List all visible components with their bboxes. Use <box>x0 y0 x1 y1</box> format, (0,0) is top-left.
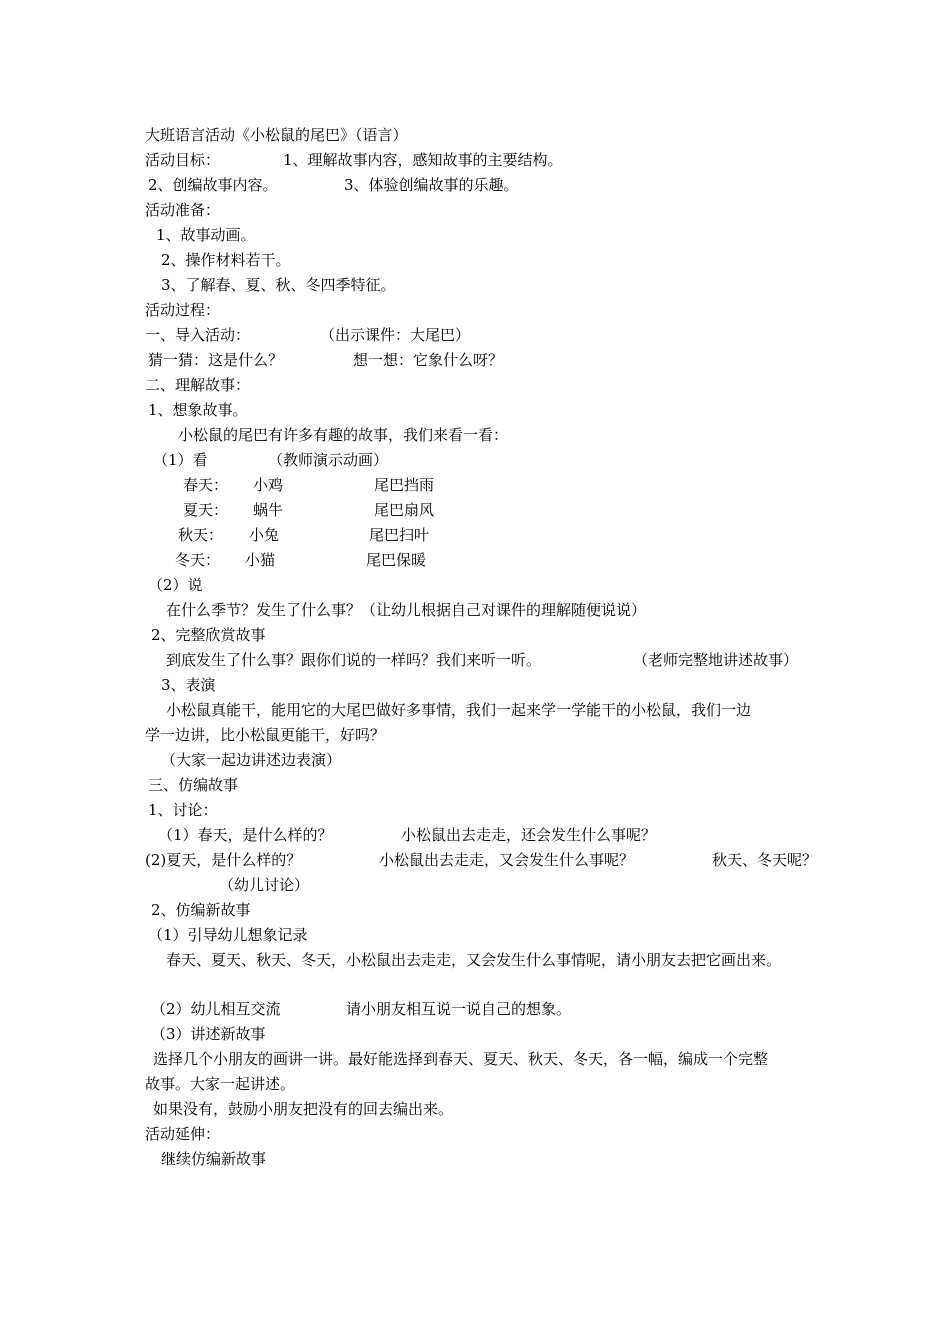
season-animal: 小猫 <box>245 551 276 569</box>
season-tail-use: 尾巴保暖 <box>366 551 427 569</box>
process-label: 活动过程： <box>145 301 221 319</box>
section-3-item-2: 2、仿编新故事 <box>151 901 251 919</box>
section-3-item-2-3-text-2: 故事。大家一起讲述。 <box>145 1075 296 1093</box>
section-3-title: 三、仿编故事 <box>148 776 239 794</box>
section-2-item-3: 3、表演 <box>161 676 216 694</box>
section-3-item-2-2: （2）幼儿相互交流 <box>151 1000 281 1018</box>
section-2-title: 二、理解故事： <box>145 376 251 394</box>
section-3-item-2-3-text-3: 如果没有，鼓励小朋友把没有的回去编出来。 <box>153 1100 454 1118</box>
season-label: 春天： <box>183 476 229 494</box>
section-2-look: （1）看 <box>153 451 208 469</box>
goal-3: 3、体验创编故事的乐趣。 <box>344 176 519 194</box>
season-label: 夏天： <box>183 501 229 519</box>
section-2-item-3-text-2: 学一边讲，比小松鼠更能干，好吗？ <box>145 726 386 744</box>
prep-label: 活动准备： <box>145 201 221 219</box>
goal-2: 2、创编故事内容。 <box>148 176 278 194</box>
section-3-item-2-1-text: 春天、夏天、秋天、冬天，小松鼠出去走走，又会发生什么事情呢，请小朋友去把它画出来。 <box>166 951 782 969</box>
section-3-item-2-3-text-1: 选择几个小朋友的画讲一讲。最好能选择到春天、夏天、秋天、冬天，各一幅，编成一个完整 <box>153 1050 769 1068</box>
section-3-item-2-2-text: 请小朋友相互说一说自己的想象。 <box>346 1000 572 1018</box>
section-2-item-1: 1、想象故事。 <box>148 401 248 419</box>
section-1-guess: 猜一猜：这是什么？ <box>148 351 284 369</box>
prep-item-3: 3、了解春、夏、秋、冬四季特征。 <box>161 276 396 294</box>
section-2-say: （2）说 <box>148 576 203 594</box>
section-1-title: 一、导入活动： <box>145 326 251 344</box>
section-2-item-2-note: （老师完整地讲述故事） <box>633 651 799 669</box>
season-animal: 蜗牛 <box>253 501 284 519</box>
section-2-item-2-text: 到底发生了什么事？跟你们说的一样吗？我们来听一听。 <box>166 651 542 669</box>
season-label: 冬天： <box>175 551 221 569</box>
section-3-question-2b: 小松鼠出去走走，又会发生什么事呢？ <box>379 851 635 869</box>
document-title: 大班语言活动《小松鼠的尾巴》（语言） <box>145 126 408 144</box>
season-label: 秋天： <box>178 526 224 544</box>
season-tail-use: 尾巴扫叶 <box>369 526 430 544</box>
section-3-question-2a: (2)夏天，是什么样的？ <box>145 851 302 869</box>
season-tail-use: 尾巴扇风 <box>374 501 435 519</box>
section-2-item-3-note: （大家一起边讲述边表演） <box>161 751 342 769</box>
section-2-item-2: 2、完整欣赏故事 <box>151 626 266 644</box>
prep-item-1: 1、故事动画。 <box>156 226 256 244</box>
goals-label: 活动目标： <box>145 151 221 169</box>
section-3-item-2-3: （3）讲述新故事 <box>151 1025 266 1043</box>
season-animal: 小鸡 <box>253 476 284 494</box>
section-2-say-text: 在什么季节？发生了什么事？（让幼儿根据自己对课件的理解随便说说） <box>166 601 647 619</box>
section-2-look-note: （教师演示动画） <box>268 451 389 469</box>
section-3-discuss: （幼儿讨论） <box>219 876 310 894</box>
extension-text: 继续仿编新故事 <box>161 1150 267 1168</box>
section-3-item-2-1: （1）引导幼儿想象记录 <box>148 926 308 944</box>
prep-item-2: 2、操作材料若干。 <box>161 251 291 269</box>
season-tail-use: 尾巴挡雨 <box>374 476 435 494</box>
section-2-item-1-text: 小松鼠的尾巴有许多有趣的故事，我们来看一看： <box>178 426 509 444</box>
extension-label: 活动延伸： <box>145 1125 221 1143</box>
section-2-item-3-text-1: 小松鼠真能干，能用它的大尾巴做好多事情，我们一起来学一学能干的小松鼠，我们一边 <box>166 701 752 719</box>
section-3-question-2c: 秋天、冬天呢？ <box>712 851 818 869</box>
section-3-question-1b: 小松鼠出去走走，还会发生什么事呢？ <box>401 826 657 844</box>
section-1-think: 想一想：它象什么呀？ <box>353 351 504 369</box>
section-1-note: （出示课件：大尾巴） <box>320 326 471 344</box>
section-3-question-1a: （1）春天，是什么样的？ <box>158 826 333 844</box>
goal-1: 1、理解故事内容，感知故事的主要结构。 <box>283 151 563 169</box>
section-3-item-1: 1、讨论： <box>148 801 218 819</box>
season-animal: 小兔 <box>249 526 280 544</box>
